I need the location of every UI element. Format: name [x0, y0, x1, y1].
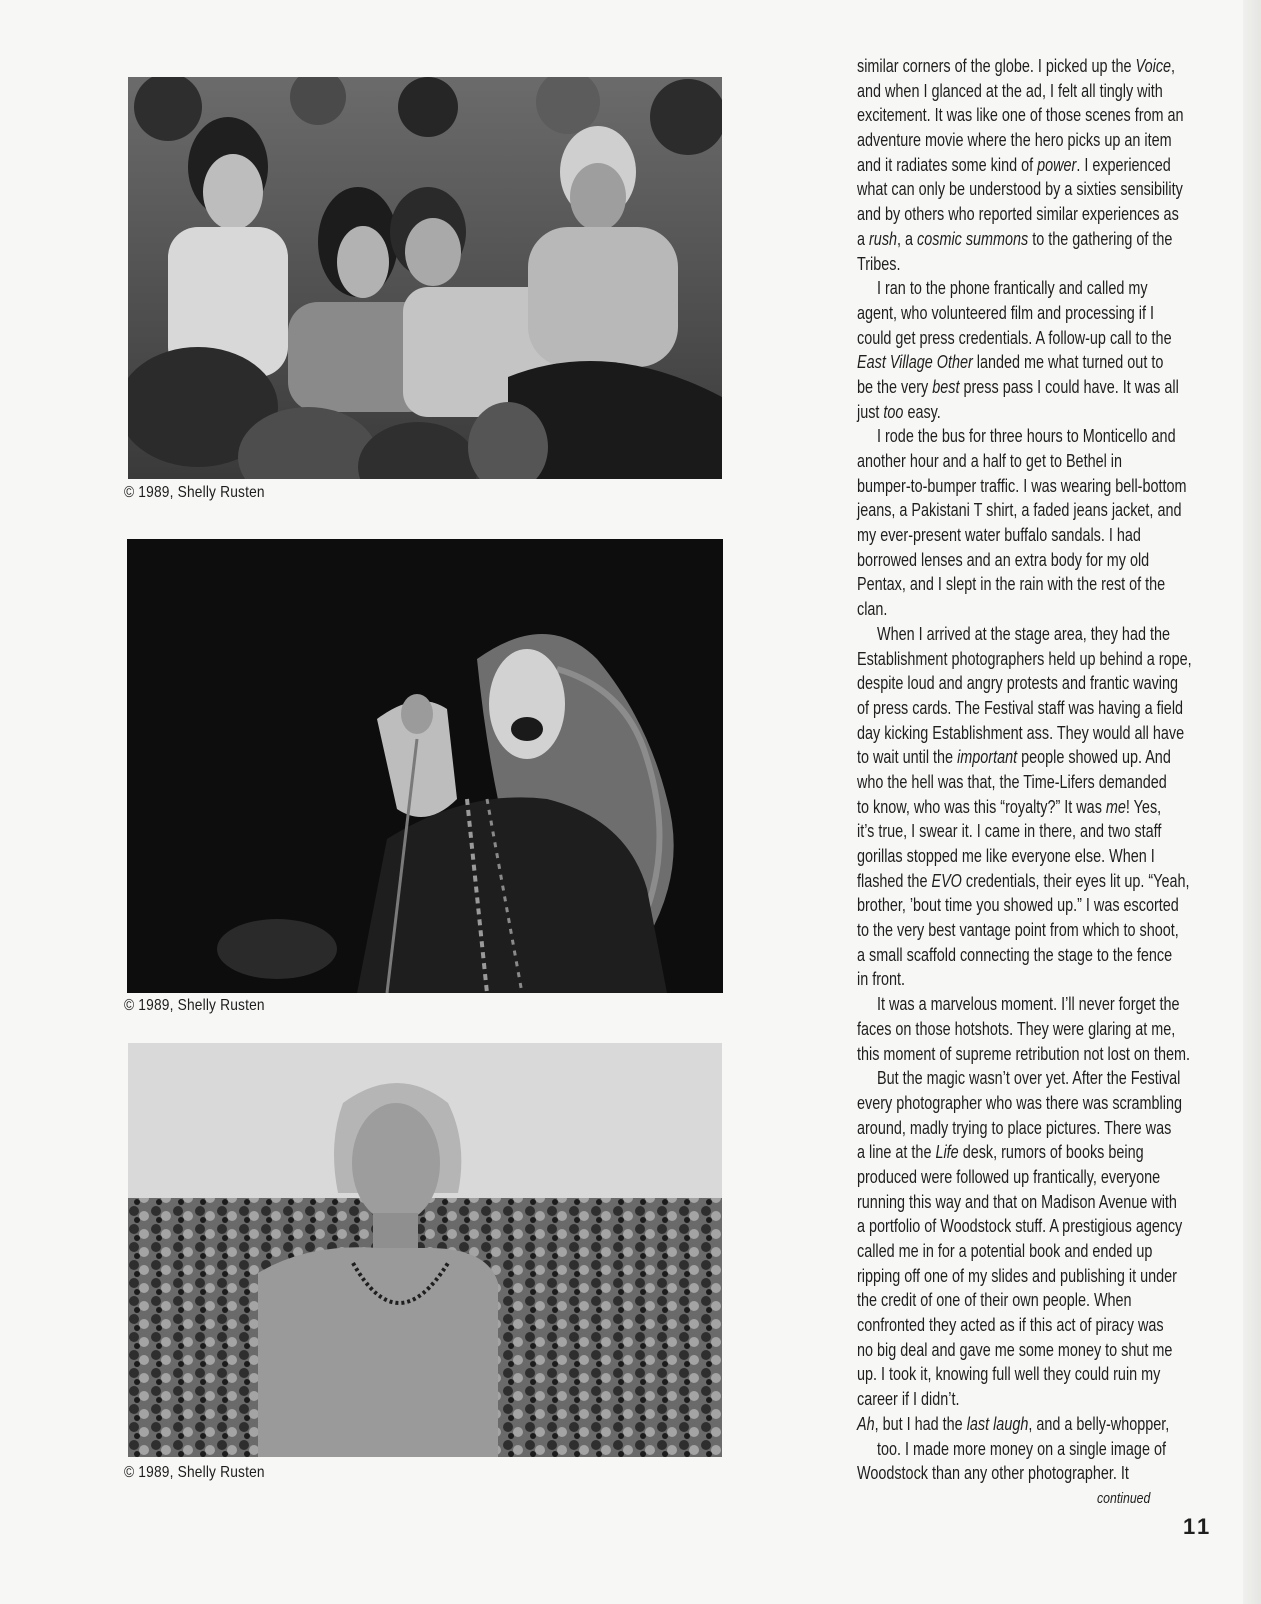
text-line: produced were followed up frantically, everyone: [857, 1166, 1161, 1187]
text-line: to the very best vantage point from which to shoot,: [857, 920, 1179, 941]
text-line: brother, ’bout time you showed up.” I was escorted: [857, 895, 1179, 916]
photo-crowd-sitting: [128, 77, 722, 479]
text-line: to wait until the important people showed up. And: [857, 747, 1171, 768]
text-line: too. I made more money on a single image of: [877, 1438, 1166, 1459]
text-line: just too easy.: [857, 401, 941, 422]
text-line: Woodstock than any other photographer. It: [857, 1463, 1129, 1484]
text-line: in front.: [857, 969, 906, 990]
text-line: career if I didn’t.: [857, 1389, 960, 1410]
text-line: be the very best press pass I could have. It was all: [857, 376, 1179, 397]
text-line: around, madly trying to place pictures. There was: [857, 1117, 1172, 1138]
text-line: excitement. It was like one of those scenes from an: [857, 105, 1184, 126]
text-line: the credit of one of their own people. When: [857, 1290, 1132, 1311]
text-line: But the magic wasn’t over yet. After the Festival: [877, 1068, 1181, 1089]
text-line: Establishment photographers held up behind a rope,: [857, 648, 1192, 669]
text-line: ripping off one of my slides and publishing it under: [857, 1265, 1177, 1286]
text-line: Pentax, and I slept in the rain with the rest of the: [857, 574, 1166, 595]
text-line: a rush, a cosmic summons to the gathering of the: [857, 228, 1173, 249]
text-line: to know, who was this “royalty?” It was me! Yes,: [857, 796, 1162, 817]
text-line: up. I took it, knowing full well they could ruin my: [857, 1364, 1161, 1385]
text-line: who the hell was that, the Time-Lifers demanded: [857, 771, 1167, 792]
text-line: it’s true, I swear it. I came in there, and two staff: [857, 821, 1162, 842]
page-number: 11: [1183, 1514, 1213, 1539]
text-line: this moment of supreme retribution not lost on them.: [857, 1043, 1190, 1064]
text-line: East Village Other landed me what turned out to: [857, 352, 1164, 373]
text-line: confronted they acted as if this act of piracy was: [857, 1315, 1164, 1336]
text-line: similar corners of the globe. I picked up the Voice,: [857, 56, 1176, 76]
text-line: bumper-to-bumper traffic. I was wearing bell-bottom: [857, 475, 1187, 496]
text-line: adventure movie where the hero picks up an item: [857, 130, 1172, 151]
text-line: day kicking Establishment ass. They would all have: [857, 722, 1185, 743]
text-line: gorillas stopped me like everyone else. When I: [857, 846, 1155, 866]
text-line: no big deal and gave me some money to shut me: [857, 1339, 1173, 1360]
text-line: and it radiates some kind of power. I experienced: [857, 154, 1171, 175]
continued-note: continued: [1097, 1490, 1151, 1507]
text-line: despite loud and angry protests and frantic waving: [857, 673, 1178, 694]
text-line: I ran to the phone frantically and called my: [877, 278, 1148, 299]
text-line: my ever-present water buffalo sandals. I had: [857, 525, 1141, 546]
text-line: borrowed lenses and an extra body for my old: [857, 549, 1150, 570]
text-line: could get press credentials. A follow-up call to the: [857, 327, 1172, 348]
text-line: It was a marvelous moment. I’ll never forget the: [877, 994, 1180, 1015]
text-line: called me in for a potential book and ended up: [857, 1241, 1153, 1261]
photo-singer: [127, 539, 723, 993]
text-line: running this way and that on Madison Avenue with: [857, 1191, 1177, 1212]
page-edge: [1243, 0, 1261, 1604]
text-line: Ah, but I had the last laugh, and a belly-whopper,: [857, 1413, 1170, 1434]
text-line: agent, who volunteered film and processing if I: [857, 302, 1154, 323]
photo-caption: © 1989, Shelly Rusten: [124, 997, 265, 1014]
text-line: I rode the bus for three hours to Monticello and: [877, 426, 1176, 447]
text-line: and when I glanced at the ad, I felt all tingly with: [857, 80, 1163, 101]
text-line: what can only be understood by a sixties sensibility: [857, 179, 1183, 200]
photo-caption: © 1989, Shelly Rusten: [124, 484, 265, 501]
text-line: When I arrived at the stage area, they had the: [877, 623, 1170, 644]
text-line: faces on those hotshots. They were glaring at me,: [857, 1018, 1176, 1039]
text-line: of press cards. The Festival staff was having a field: [857, 697, 1184, 718]
text-line: every photographer who was there was scrambling: [857, 1092, 1182, 1113]
text-line: jeans, a Pakistani T shirt, a faded jeans jacket, and: [857, 500, 1182, 521]
text-line: and by others who reported similar experiences as: [857, 204, 1179, 225]
text-line: Tribes.: [857, 253, 901, 274]
text-line: another hour and a half to get to Bethel in: [857, 451, 1122, 471]
body-text: [857, 54, 1207, 1486]
text-line: a line at the Life desk, rumors of books being: [857, 1142, 1144, 1163]
text-line: a portfolio of Woodstock stuff. A prestigious agency: [857, 1216, 1183, 1237]
photo-caption: © 1989, Shelly Rusten: [124, 1464, 265, 1481]
text-line: clan.: [857, 599, 888, 620]
text-line: flashed the EVO credentials, their eyes lit up. “Yeah,: [857, 870, 1190, 891]
photo-young-man: [128, 1043, 722, 1457]
text-line: a small scaffold connecting the stage to the fence: [857, 944, 1173, 965]
